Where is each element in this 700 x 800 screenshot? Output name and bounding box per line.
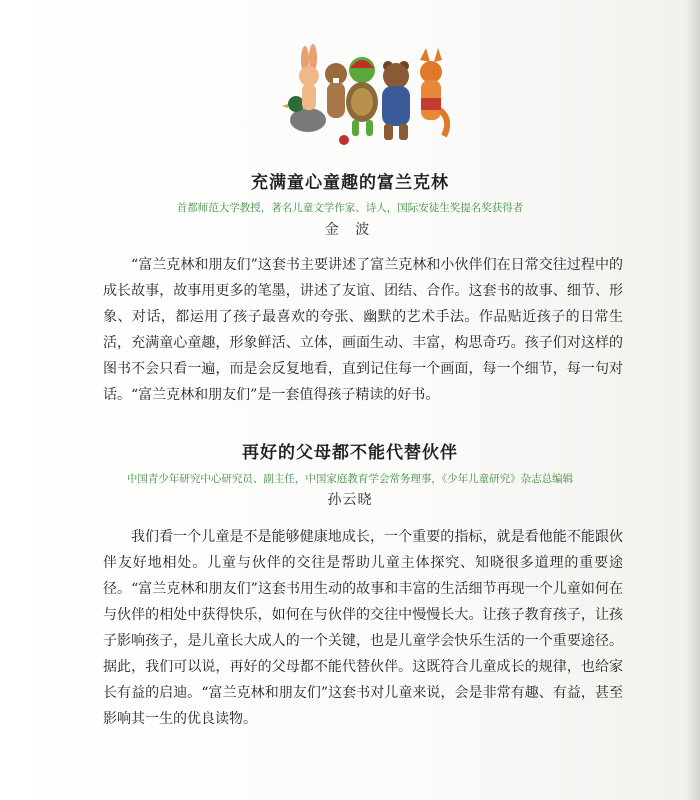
animal-friends-illustration bbox=[280, 40, 450, 150]
bear-icon bbox=[382, 61, 410, 140]
section-2-body: 我们看一个儿童是不是能够健康地成长，一个重要的指标，就是看他能不能跟伙伴友好地相处。儿童与伙伴的交往是帮助儿童主体探究、知晓很多道理的重要途径。“富兰克林和朋友们”这套书用生动的故事和丰富的生活细节再现一个儿童如何在与伙伴的相处中获得快乐，如何在与伙伴的交往中慢慢长大。让孩子教育孩子，让孩子影响孩子，是儿童长大成人的一个关键，也是儿童学会快乐生活的一个重要途径。据此，我们可以说，再好的父母都不能代替伙伴。这既符合儿童成长的规律，也给家长有益的启迪。“富兰克林和朋友们”这套书对儿童来说，会是非常有趣、有益，甚至影响其一生的优良读物。 bbox=[103, 529, 623, 727]
rabbit-icon bbox=[299, 44, 319, 110]
section-1-author: 金 波 bbox=[324, 222, 376, 238]
section-1-body: “富兰克林和朋友们”这套书主要讲述了富兰克林和小伙伴们在日常交往过程中的成长故事，故事用更多的笔墨，讲述了友谊、团结、合作。这套书的故事、细节、形象、对话，都运用了孩子最喜欢的夸张、幽默的艺术手法。作品贴近孩子的日常生活，充满童心童趣，形象鲜活、立体，画面生动、丰富，构思奇巧。孩子们对这样的图书不会只看一遍，而是会反复地看，直到记住每一个画面，每一个细节，每一句对话。“富兰克林和朋友们”是一套值得孩子精读的好书。 bbox=[103, 257, 623, 403]
fox-icon bbox=[420, 48, 447, 136]
turtle-icon bbox=[346, 57, 378, 136]
page-spine-shadow bbox=[686, 0, 700, 800]
ball-icon bbox=[339, 135, 349, 145]
beaver-icon bbox=[325, 63, 347, 118]
section-1-title: 充满童心童趣的富兰克林 bbox=[251, 173, 449, 193]
section-2-title: 再好的父母都不能代替伙伴 bbox=[242, 443, 458, 463]
section-2-subtitle: 中国青少年研究中心研究员、副主任，中国家庭教育学会常务理事，《少年儿童研究》杂志总编辑 bbox=[126, 473, 574, 485]
section-2-author: 孙云晓 bbox=[327, 492, 373, 508]
section-1-subtitle: 首都师范大学教授，著名儿童文学作家、诗人，国际安徒生奖提名奖获得者 bbox=[176, 202, 524, 214]
